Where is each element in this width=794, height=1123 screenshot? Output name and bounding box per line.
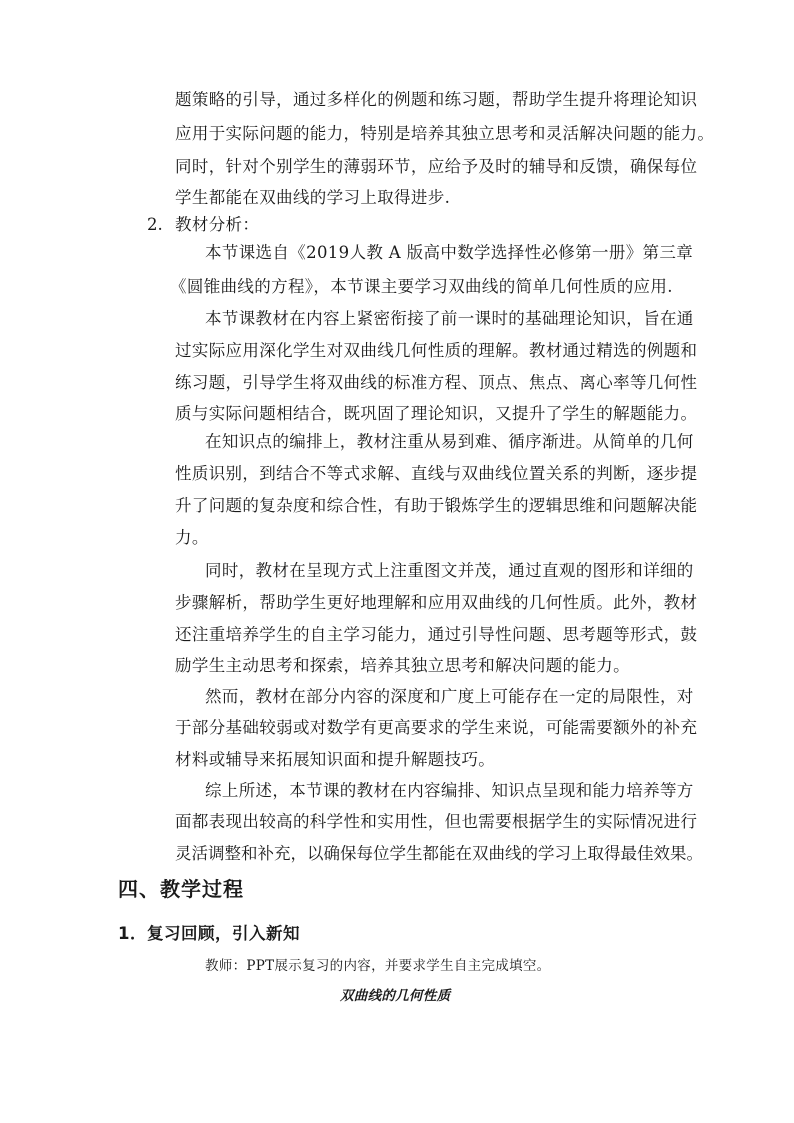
body-line: 学生都能在双曲线的学习上取得进步. [175, 188, 451, 207]
body-line: 面都表现出较高的科学性和实用性，但也需要根据学生的实际情况进行 [175, 812, 698, 831]
body-line: 练习题，引导学生将双曲线的标准方程、顶点、焦点、离心率等几何性 [175, 373, 698, 392]
body-line: 本节课教材在内容上紧密衔接了前一课时的基础理论知识，旨在通 [205, 309, 694, 328]
body-line: 同时，针对个别学生的薄弱环节，应给予及时的辅导和反馈，确保每位 [175, 157, 698, 176]
body-line: 灵活调整和补充，以确保每位学生都能在双曲线的学习上取得最佳效果。 [175, 844, 703, 863]
section-heading: 四、教学过程 [118, 877, 244, 901]
figure-caption: 双曲线的几何性质 [340, 988, 451, 1004]
body-line: 于部分基础较弱或对数学有更高要求的学生来说，可能需要额外的补充 [175, 718, 698, 737]
body-line: 同时，教材在呈现方式上注重图文并茂，通过直观的图形和详细的 [205, 561, 694, 580]
body-line: 升了问题的复杂度和综合性，有助于锻炼学生的逻辑思维和问题解决能 [175, 496, 698, 515]
body-line: 应用于实际问题的能力，特别是培养其独立思考和灵活解决问题的能力。 [175, 124, 715, 143]
body-line: 性质识别，到结合不等式求解、直线与双曲线位置关系的判断，逐步提 [175, 464, 698, 483]
subsection-heading: 1．复习回顾，引入新知 [118, 924, 300, 943]
body-line: 过实际应用深化学生对双曲线几何性质的理解。教材通过精选的例题和 [175, 341, 698, 360]
body-line: 然而，教材在部分内容的深度和广度上可能存在一定的局限性，对 [205, 687, 694, 706]
body-line: 《圆锥曲线的方程》，本节课主要学习双曲线的简单几何性质的应用. [170, 277, 673, 296]
body-line: 综上所述，本节课的教材在内容编排、知识点呈现和能力培养等方 [205, 781, 694, 800]
body-line: 还注重培养学生的自主学习能力，通过引导性问题、思考题等形式，鼓 [175, 625, 698, 644]
body-line: 步骤解析，帮助学生更好地理解和应用双曲线的几何性质。此外，教材 [175, 593, 698, 612]
body-line: 在知识点的编排上，教材注重从易到难、循序渐进。从简单的几何 [205, 432, 694, 451]
teacher-instruction: 教师：PPT展示复习的内容，并要求学生自主完成填空。 [205, 958, 551, 974]
body-line: 质与实际问题相结合，既巩固了理论知识，又提升了学生的解题能力。 [175, 404, 698, 423]
list-number: 2. [147, 215, 163, 234]
body-line: 题策略的引导，通过多样化的例题和练习题，帮助学生提升将理论知识 [175, 90, 698, 109]
list-item-title: 教材分析： [175, 215, 260, 234]
body-line: 励学生主动思考和探索，培养其独立思考和解决问题的能力。 [175, 656, 630, 675]
body-line: 本节课选自《2019人教 A 版高中数学选择性必修第一册》第三章 [205, 243, 694, 262]
body-line: 力。 [175, 528, 209, 547]
body-line: 材料或辅导来拓展知识面和提升解题技巧。 [175, 750, 496, 769]
